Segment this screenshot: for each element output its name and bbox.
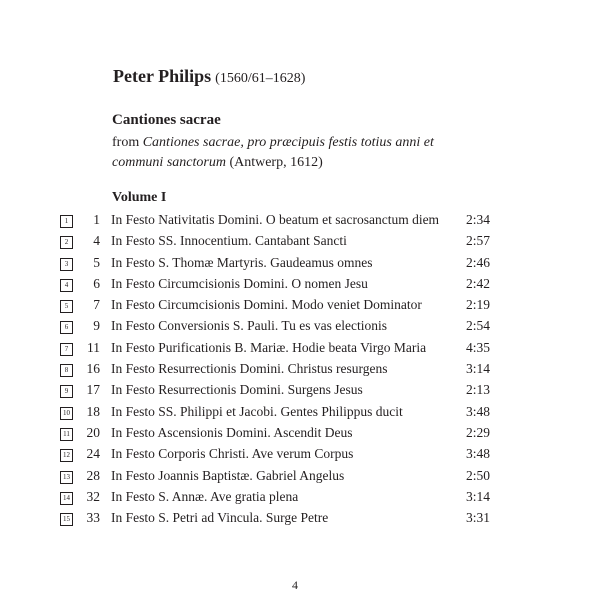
motet-number: 28 [86, 467, 100, 483]
work-source-publication: (Antwerp, 1612) [225, 155, 323, 170]
work-source-collection: Cantiones sacrae, pro præcipuis festis totius anni et communi sanctorum [112, 135, 434, 170]
track-row [0, 276, 600, 297]
track-number-box: 9 [60, 385, 73, 398]
composer-name: Peter Philips [113, 66, 212, 86]
motet-number: 9 [93, 318, 100, 334]
track-number-box: 14 [60, 492, 73, 505]
track-number-box: 7 [60, 343, 73, 356]
track-row [0, 340, 600, 361]
track-duration: 3:48 [465, 403, 490, 419]
motet-number: 7 [93, 297, 100, 313]
track-title: In Festo S. Thomæ Martyris. Gaudeamus omnes [111, 254, 373, 270]
track-title: In Festo Corporis Christi. Ave verum Corpus [111, 446, 354, 462]
track-number-box: 2 [60, 236, 73, 249]
motet-number: 1 [93, 212, 100, 227]
track-duration: 2:13 [465, 382, 490, 398]
motet-number: 4 [93, 233, 100, 249]
track-duration: 2:29 [465, 424, 490, 440]
track-title: In Festo Circumcisionis Domini. Modo veniet Dominator [111, 297, 422, 313]
track-duration: 3:48 [465, 446, 490, 462]
composer-heading [113, 66, 305, 87]
motet-number: 6 [93, 275, 100, 291]
track-row [0, 318, 600, 339]
track-number-box: 4 [60, 279, 73, 292]
track-title: In Festo Joannis Baptistæ. Gabriel Angelus [111, 467, 345, 483]
motet-number: 11 [87, 339, 100, 355]
track-row [0, 404, 600, 425]
track-duration: 2:42 [465, 275, 490, 291]
track-list [0, 212, 600, 531]
track-duration: 2:50 [465, 467, 490, 483]
page-number: 4 [292, 578, 298, 592]
work-title: Cantiones sacrae [112, 112, 221, 128]
track-row [0, 489, 600, 510]
track-number-box: 13 [60, 471, 73, 484]
track-row [0, 468, 600, 489]
track-duration: 3:14 [465, 361, 490, 377]
track-number-box: 1 [60, 215, 73, 228]
track-number-box: 11 [60, 428, 73, 441]
track-title: In Festo Resurrectionis Domini. Christus resurgens [111, 361, 388, 377]
track-number-box: 6 [60, 321, 73, 334]
motet-number: 5 [93, 254, 100, 270]
track-duration: 2:57 [465, 233, 490, 249]
composer-dates: (1560/61–1628) [215, 71, 306, 86]
track-row [0, 510, 600, 531]
motet-number: 20 [86, 424, 100, 440]
track-row [0, 425, 600, 446]
motet-number: 33 [86, 510, 100, 526]
track-number-box: 15 [60, 513, 73, 526]
track-number-box: 12 [60, 449, 73, 462]
motet-number: 16 [86, 361, 100, 377]
track-number-box: 10 [60, 407, 73, 420]
track-title: In Festo Purificationis B. Mariæ. Hodie beata Virgo Maria [111, 339, 427, 355]
track-number-box: 8 [60, 364, 73, 377]
track-number-box: 3 [60, 258, 73, 271]
motet-number: 32 [86, 488, 100, 504]
track-duration: 4:35 [465, 339, 490, 355]
track-title: In Festo Circumcisionis Domini. O nomen Jesu [111, 275, 368, 291]
motet-number: 24 [86, 446, 100, 462]
motet-number: 17 [86, 382, 100, 398]
track-title: In Festo SS. Innocentium. Cantabant Sancti [111, 233, 347, 249]
work-source-prefix: from [112, 135, 143, 150]
track-row [0, 212, 600, 233]
track-title: In Festo Conversionis S. Pauli. Tu es vas electionis [111, 318, 388, 334]
track-title: In Festo S. Petri ad Vincula. Surge Petre [111, 510, 329, 526]
track-duration: 2:34 [465, 212, 490, 227]
motet-number: 18 [86, 403, 100, 419]
track-row [0, 382, 600, 403]
track-row [0, 446, 600, 467]
track-row [0, 233, 600, 254]
track-title: In Festo Nativitatis Domini. O beatum et sacrosanctum diem [111, 212, 440, 227]
track-duration: 2:54 [465, 318, 490, 334]
track-duration: 2:19 [465, 297, 490, 313]
track-duration: 3:31 [465, 510, 490, 526]
track-row [0, 361, 600, 382]
track-duration: 3:14 [465, 488, 490, 504]
volume-heading: Volume I [112, 190, 167, 205]
track-row [0, 297, 600, 318]
track-title: In Festo S. Annæ. Ave gratia plena [111, 488, 299, 504]
track-title: In Festo Ascensionis Domini. Ascendit Deus [111, 424, 353, 440]
track-number-box: 5 [60, 300, 73, 313]
track-duration: 2:46 [465, 254, 490, 270]
track-row [0, 255, 600, 276]
work-source [112, 133, 482, 173]
track-title: In Festo SS. Philippi et Jacobi. Gentes Philippus ducit [111, 403, 403, 419]
track-title: In Festo Resurrectionis Domini. Surgens Jesus [111, 382, 363, 398]
